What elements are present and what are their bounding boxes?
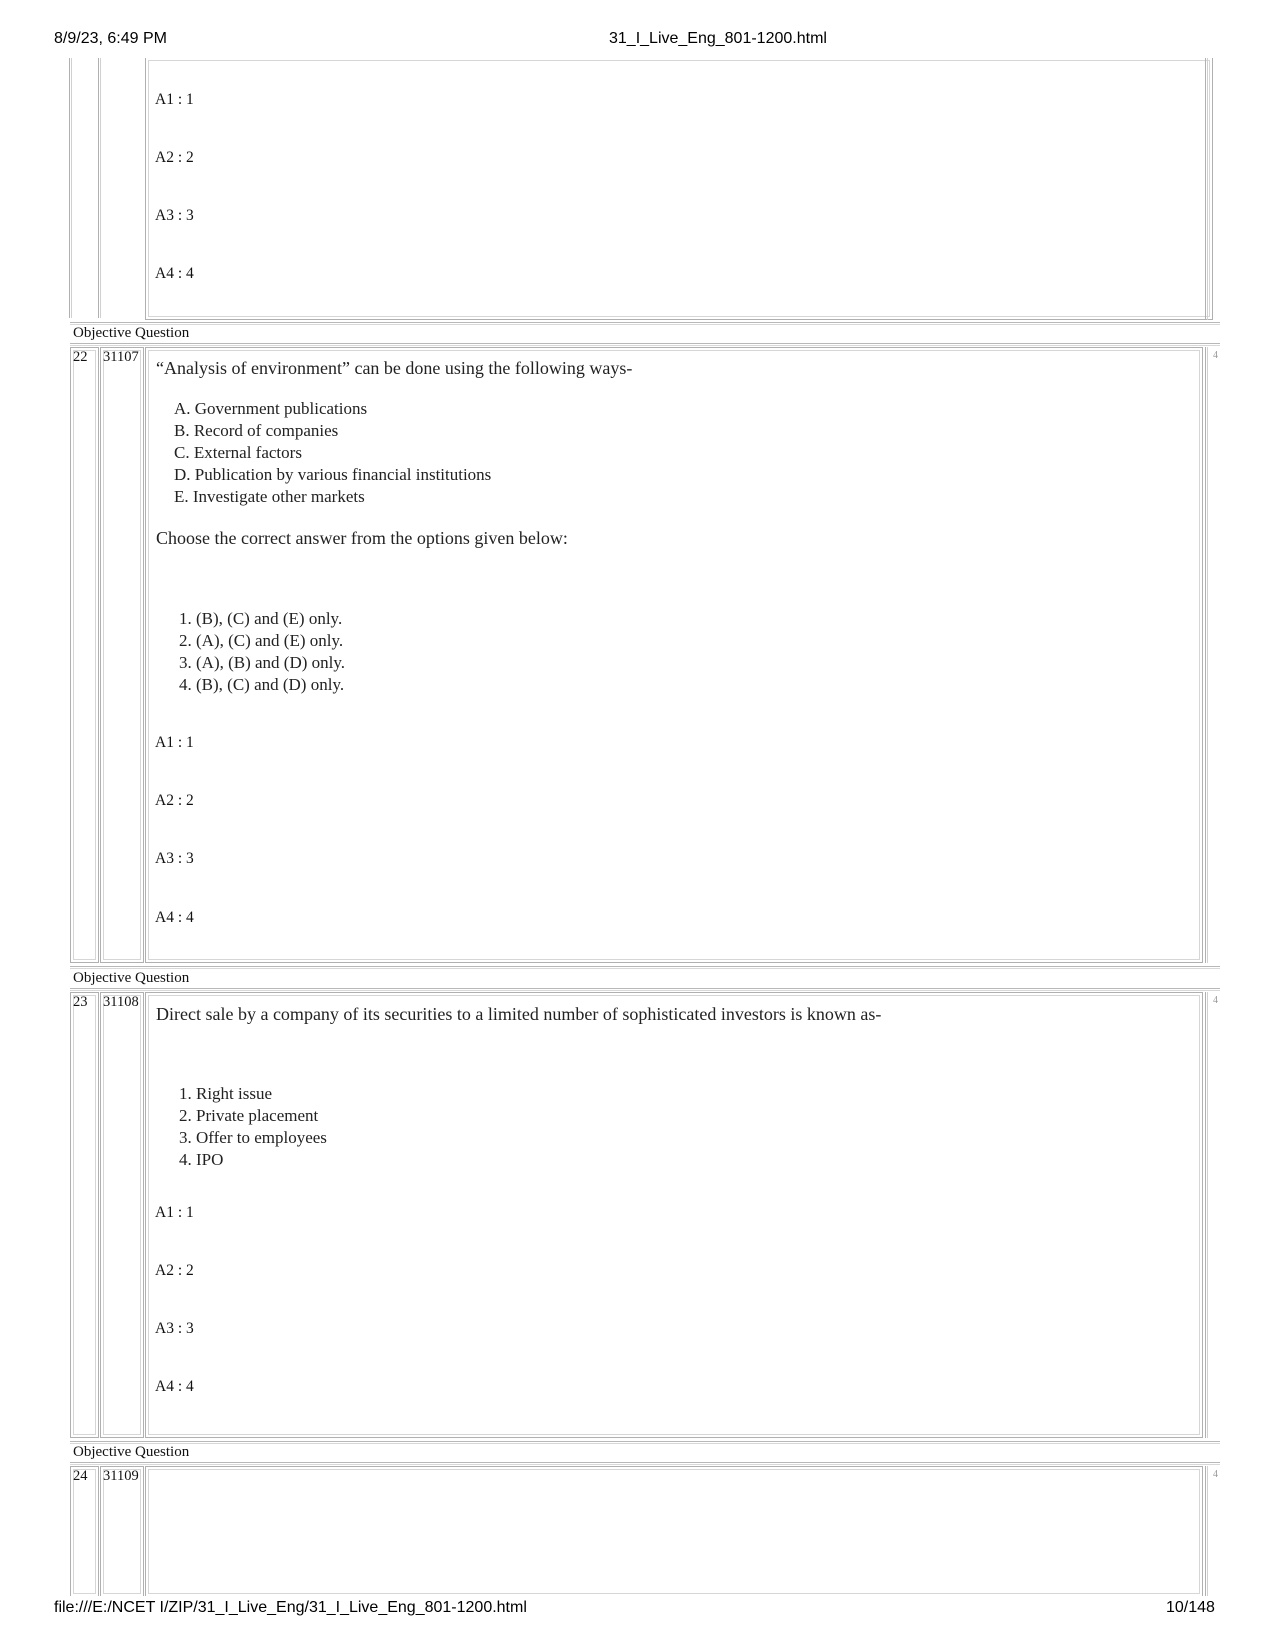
answer-option: A4 : 4 bbox=[155, 1378, 194, 1395]
question-id: 31107 bbox=[103, 349, 139, 365]
option-item: 4. (B), (C) and (D) only. bbox=[179, 675, 345, 694]
question-cell bbox=[145, 992, 1203, 1438]
question-number: 22 bbox=[73, 349, 88, 365]
section-label: Objective Question bbox=[73, 325, 190, 341]
statement-item: E. Investigate other markets bbox=[174, 487, 365, 506]
edge-mark: 4 bbox=[1213, 1469, 1218, 1480]
option-item: 4. IPO bbox=[179, 1150, 224, 1169]
table-border bbox=[69, 58, 72, 318]
question-number-cell bbox=[70, 347, 99, 963]
answer-option: A3 : 3 bbox=[155, 850, 194, 867]
table-border bbox=[1205, 347, 1208, 963]
print-doc-title: 31_I_Live_Eng_801-1200.html bbox=[609, 30, 827, 47]
answer-option: A2 : 2 bbox=[155, 792, 194, 809]
option-item: 1. (B), (C) and (E) only. bbox=[179, 609, 343, 628]
option-item: 2. Private placement bbox=[179, 1106, 319, 1125]
question-cell bbox=[145, 58, 1213, 320]
option-item: 1. Right issue bbox=[179, 1084, 273, 1103]
question-text: “Analysis of environment” can be done using the following ways- bbox=[156, 358, 633, 378]
answer-option: A2 : 2 bbox=[155, 149, 194, 166]
question-text: Direct sale by a company of its securities to a limited number of sophisticated investors is known as- bbox=[156, 1004, 882, 1024]
statement-item: A. Government publications bbox=[174, 399, 368, 418]
question-id-cell bbox=[100, 1466, 144, 1596]
answer-option: A1 : 1 bbox=[155, 734, 194, 751]
question-id-cell bbox=[100, 992, 144, 1438]
instruction-text: Choose the correct answer from the options given below: bbox=[156, 528, 568, 548]
answer-option: A4 : 4 bbox=[155, 265, 194, 282]
table-border bbox=[1205, 992, 1208, 1438]
option-item: 3. (A), (B) and (D) only. bbox=[179, 653, 346, 672]
row-divider bbox=[70, 343, 1220, 346]
answer-option: A1 : 1 bbox=[155, 91, 194, 108]
answer-option: A3 : 3 bbox=[155, 1320, 194, 1337]
option-list bbox=[179, 608, 345, 696]
table-border bbox=[1205, 1466, 1208, 1596]
edge-mark: 4 bbox=[1213, 350, 1218, 361]
table-border bbox=[1205, 58, 1208, 320]
row-divider bbox=[70, 322, 1220, 325]
question-id: 31108 bbox=[103, 994, 139, 1010]
option-list bbox=[179, 1083, 327, 1171]
answer-option: A4 : 4 bbox=[155, 909, 194, 926]
print-file-path: file:///E:/NCET I/ZIP/31_I_Live_Eng/31_I_Live_Eng_801-1200.html bbox=[54, 1599, 527, 1616]
question-number-cell bbox=[70, 1466, 99, 1596]
answer-option: A2 : 2 bbox=[155, 1262, 194, 1279]
statement-list bbox=[174, 398, 491, 508]
section-label: Objective Question bbox=[73, 970, 190, 986]
question-number: 23 bbox=[73, 994, 88, 1010]
print-datetime: 8/9/23, 6:49 PM bbox=[54, 30, 167, 47]
section-label: Objective Question bbox=[73, 1444, 190, 1460]
question-id: 31109 bbox=[103, 1468, 139, 1484]
answer-option: A1 : 1 bbox=[155, 1204, 194, 1221]
question-cell bbox=[145, 1466, 1203, 1596]
print-page-number: 10/148 bbox=[1166, 1599, 1215, 1616]
option-item: 2. (A), (C) and (E) only. bbox=[179, 631, 344, 650]
row-divider bbox=[70, 1462, 1220, 1465]
statement-item: D. Publication by various financial institutions bbox=[174, 465, 492, 484]
question-number-cell bbox=[70, 992, 99, 1438]
statement-item: C. External factors bbox=[174, 443, 302, 462]
question-number: 24 bbox=[73, 1468, 88, 1484]
edge-mark: 4 bbox=[1213, 995, 1218, 1006]
row-divider bbox=[70, 1441, 1220, 1444]
answer-option: A3 : 3 bbox=[155, 207, 194, 224]
row-divider bbox=[70, 966, 1220, 969]
row-divider bbox=[70, 988, 1220, 991]
table-border bbox=[98, 58, 101, 318]
option-item: 3. Offer to employees bbox=[179, 1128, 327, 1147]
statement-item: B. Record of companies bbox=[174, 421, 339, 440]
question-id-cell bbox=[100, 347, 144, 963]
